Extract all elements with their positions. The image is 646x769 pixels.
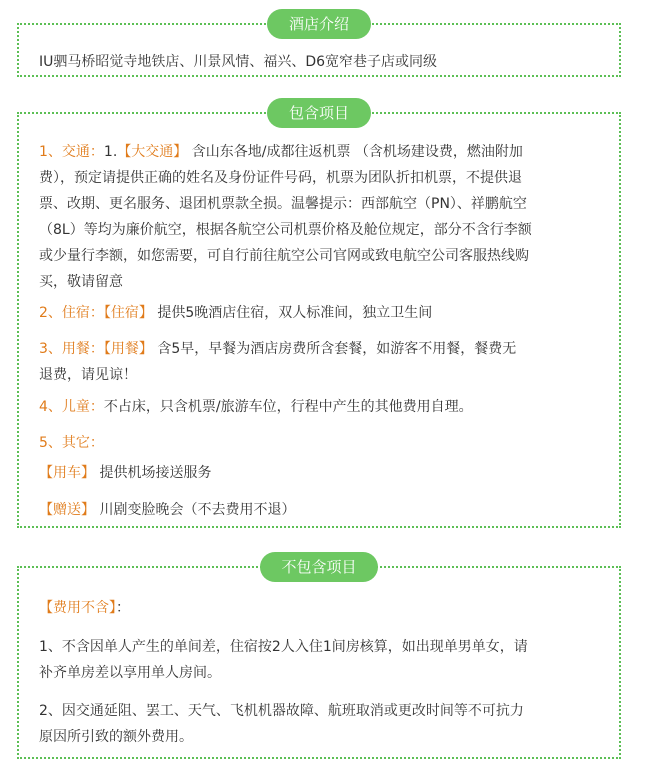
lodging-item: [39, 302, 432, 324]
excluded-item-line: 原因所引致的额外费用。: [39, 729, 193, 745]
meals-heading: 3、用餐：: [39, 341, 104, 357]
excluded-item-line: 补齐单房差以享用单人房间。: [39, 665, 221, 681]
excluded-section: [17, 558, 621, 759]
fee-excluded-tag: 【费用不含】: [39, 600, 116, 616]
meals-line: 退费，请见谅！: [39, 367, 137, 383]
transport-heading: 1、交通：: [39, 144, 104, 160]
transport-line: 票、改期、更名服务、退团机票款全损。温馨提示：西部航空（PN）、祥鹏航空: [39, 196, 527, 212]
excluded-item-line: 2、因交通延阻、罢工、天气、飞机机器故障、航班取消或更改时间等不可抗力: [39, 703, 524, 719]
transport-line: 费），预定请提供正确的姓名及身份证件号码，机票为团队折扣机票，不提供退: [39, 170, 522, 186]
transport-line: 买，敬请留意: [39, 274, 123, 290]
hotel-section: [17, 15, 621, 77]
included-section-title: 包含项目: [267, 98, 371, 128]
meals-line: 含5早，早餐为酒店房费所含套餐，如游客不用餐，餐费无: [152, 341, 517, 357]
car-text: 提供机场接送服务: [95, 465, 212, 481]
meals-item: [39, 338, 516, 360]
car-tag: 【用车】: [39, 465, 95, 481]
lodging-text: 提供5晚酒店住宿，双人标准间，独立卫生间: [152, 305, 433, 321]
excluded-section-title: 不包含项目: [260, 552, 378, 582]
children-item: [39, 396, 473, 418]
car-item: [39, 462, 211, 484]
other-heading: 5、其它：: [39, 435, 104, 451]
lodging-tag: 【住宿】: [103, 305, 153, 321]
gift-item: [39, 499, 295, 521]
transport-line: 含山东各地/成都往返机票 （含机场建设费，燃油附加: [187, 144, 523, 160]
gift-tag: 【赠送】: [39, 502, 95, 518]
transport-number: 1.: [103, 144, 118, 160]
transport-line: （8L）等均为廉价航空，根据各航空公司机票价格及舱位规定，部分不含行李额: [39, 222, 532, 238]
children-text: 不占床，只含机票/旅游车位，行程中产生的其他费用自理。: [103, 399, 473, 415]
gift-text: 川剧变脸晚会（不去费用不退）: [95, 502, 296, 518]
transport-tag: 【大交通】: [117, 144, 188, 160]
excluded-item-line: 1、不含因单人产生的单间差，住宿按2人入住1间房核算，如出现单男单女，请: [39, 639, 528, 655]
included-section: [17, 104, 621, 528]
children-heading: 4、儿童：: [39, 399, 104, 415]
fee-excluded-heading: [39, 597, 130, 619]
meals-tag: 【用餐】: [103, 341, 153, 357]
transport-item: [39, 141, 523, 163]
transport-line: 或少量行李额，如您需要，可自行前往航空公司官网或致电航空公司客服热线购: [39, 248, 529, 264]
fee-excluded-colon: ：: [116, 600, 130, 616]
hotel-description: IU驷马桥昭觉寺地铁店、川景风情、福兴、D6宽窄巷子店或同级: [39, 54, 438, 70]
hotel-section-title: 酒店介绍: [267, 9, 371, 39]
lodging-heading: 2、住宿：: [39, 305, 104, 321]
